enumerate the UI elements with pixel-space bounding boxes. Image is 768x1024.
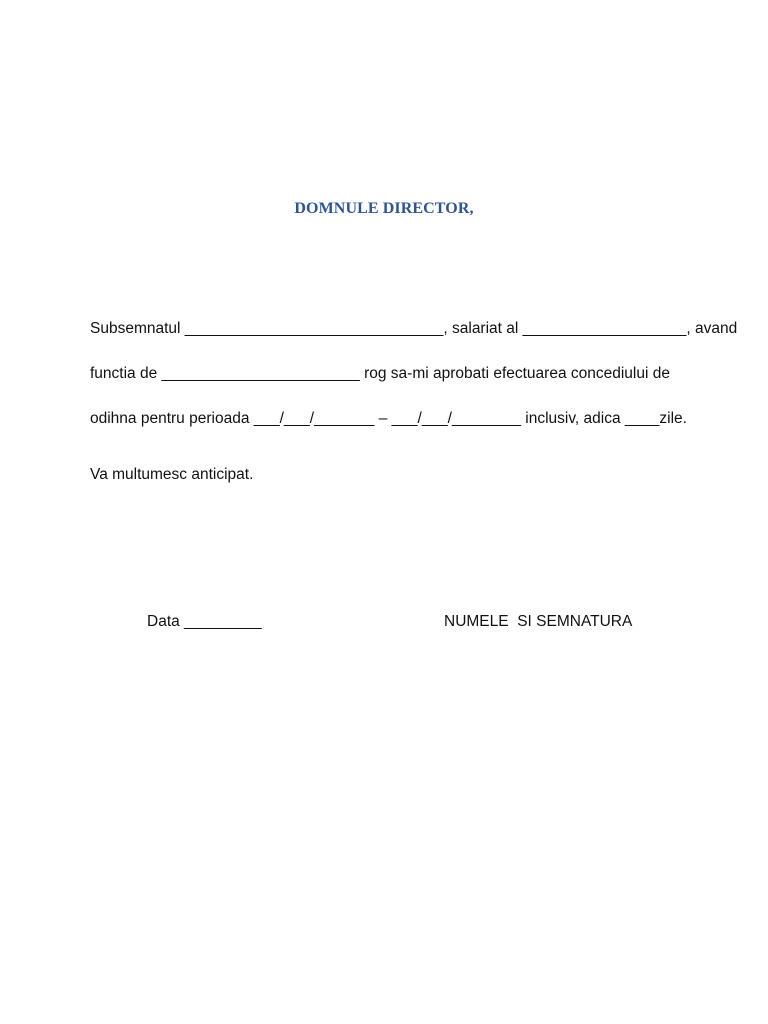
- name-signature-label: NUMELE SI SEMNATURA: [444, 613, 633, 630]
- body-line-2: functia de _______________________ rog sa-mi aprobati efectuarea concediului de: [90, 365, 670, 382]
- body-line-3: odihna pentru perioada ___/___/_______ – ___/___/________ inclusiv, adica ____zile.: [90, 410, 687, 427]
- date-field-label: Data _________: [147, 613, 262, 630]
- body-line-1: Subsemnatul ______________________________, salariat al ___________________, avand: [90, 320, 738, 337]
- closing-line: Va multumesc anticipat.: [90, 466, 254, 483]
- document-title: DOMNULE DIRECTOR,: [294, 200, 474, 217]
